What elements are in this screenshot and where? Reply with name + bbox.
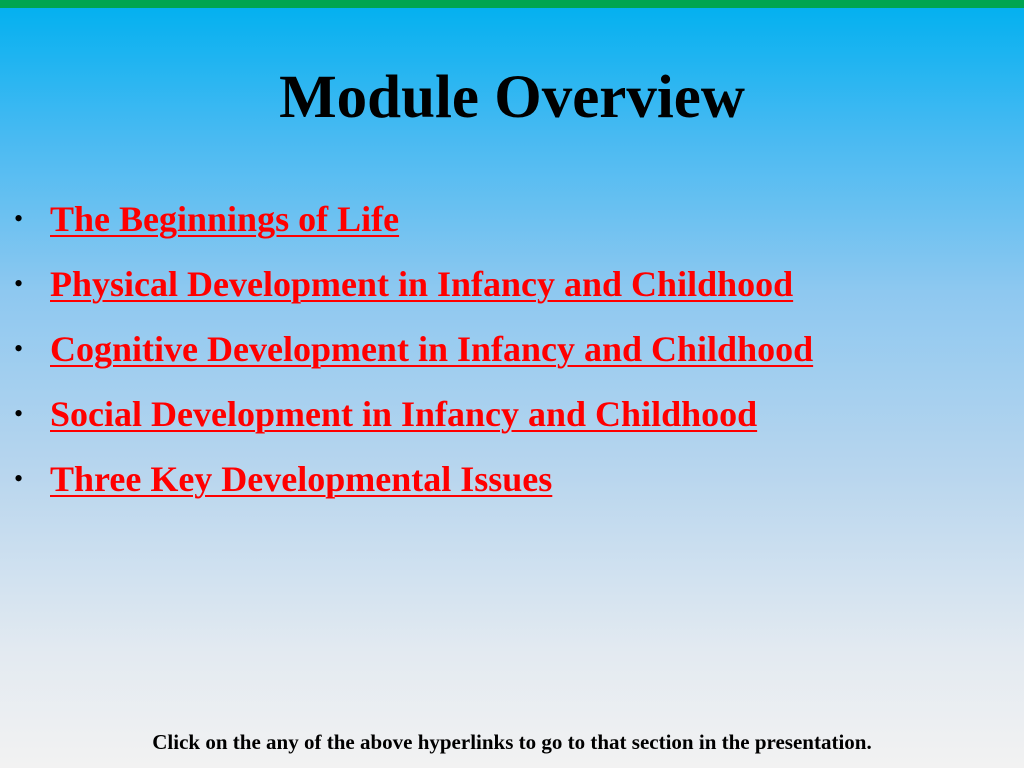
bullet-icon: • bbox=[14, 203, 24, 233]
link-social-development[interactable]: Social Development in Infancy and Childhood bbox=[50, 393, 758, 434]
link-beginnings-of-life[interactable]: The Beginnings of Life bbox=[50, 198, 400, 239]
list-item bbox=[14, 251, 813, 316]
list-item bbox=[14, 381, 813, 446]
bullet-icon: • bbox=[14, 333, 24, 363]
navigation-footnote: Click on the any of the above hyperlinks to go to that section in the presentation. bbox=[152, 730, 872, 754]
list-item bbox=[14, 186, 813, 251]
list-item bbox=[14, 446, 813, 511]
link-cognitive-development[interactable]: Cognitive Development in Infancy and Childhood bbox=[50, 328, 814, 369]
bullet-icon: • bbox=[14, 463, 24, 493]
link-key-developmental-issues[interactable]: Three Key Developmental Issues bbox=[50, 458, 553, 499]
bullet-icon: • bbox=[14, 398, 24, 428]
bullet-icon: • bbox=[14, 268, 24, 298]
top-accent-stripe bbox=[0, 0, 1024, 8]
link-physical-development[interactable]: Physical Development in Infancy and Childhood bbox=[50, 263, 794, 304]
slide-title: Module Overview bbox=[279, 64, 745, 131]
section-link-list bbox=[14, 186, 813, 511]
list-item bbox=[14, 316, 813, 381]
